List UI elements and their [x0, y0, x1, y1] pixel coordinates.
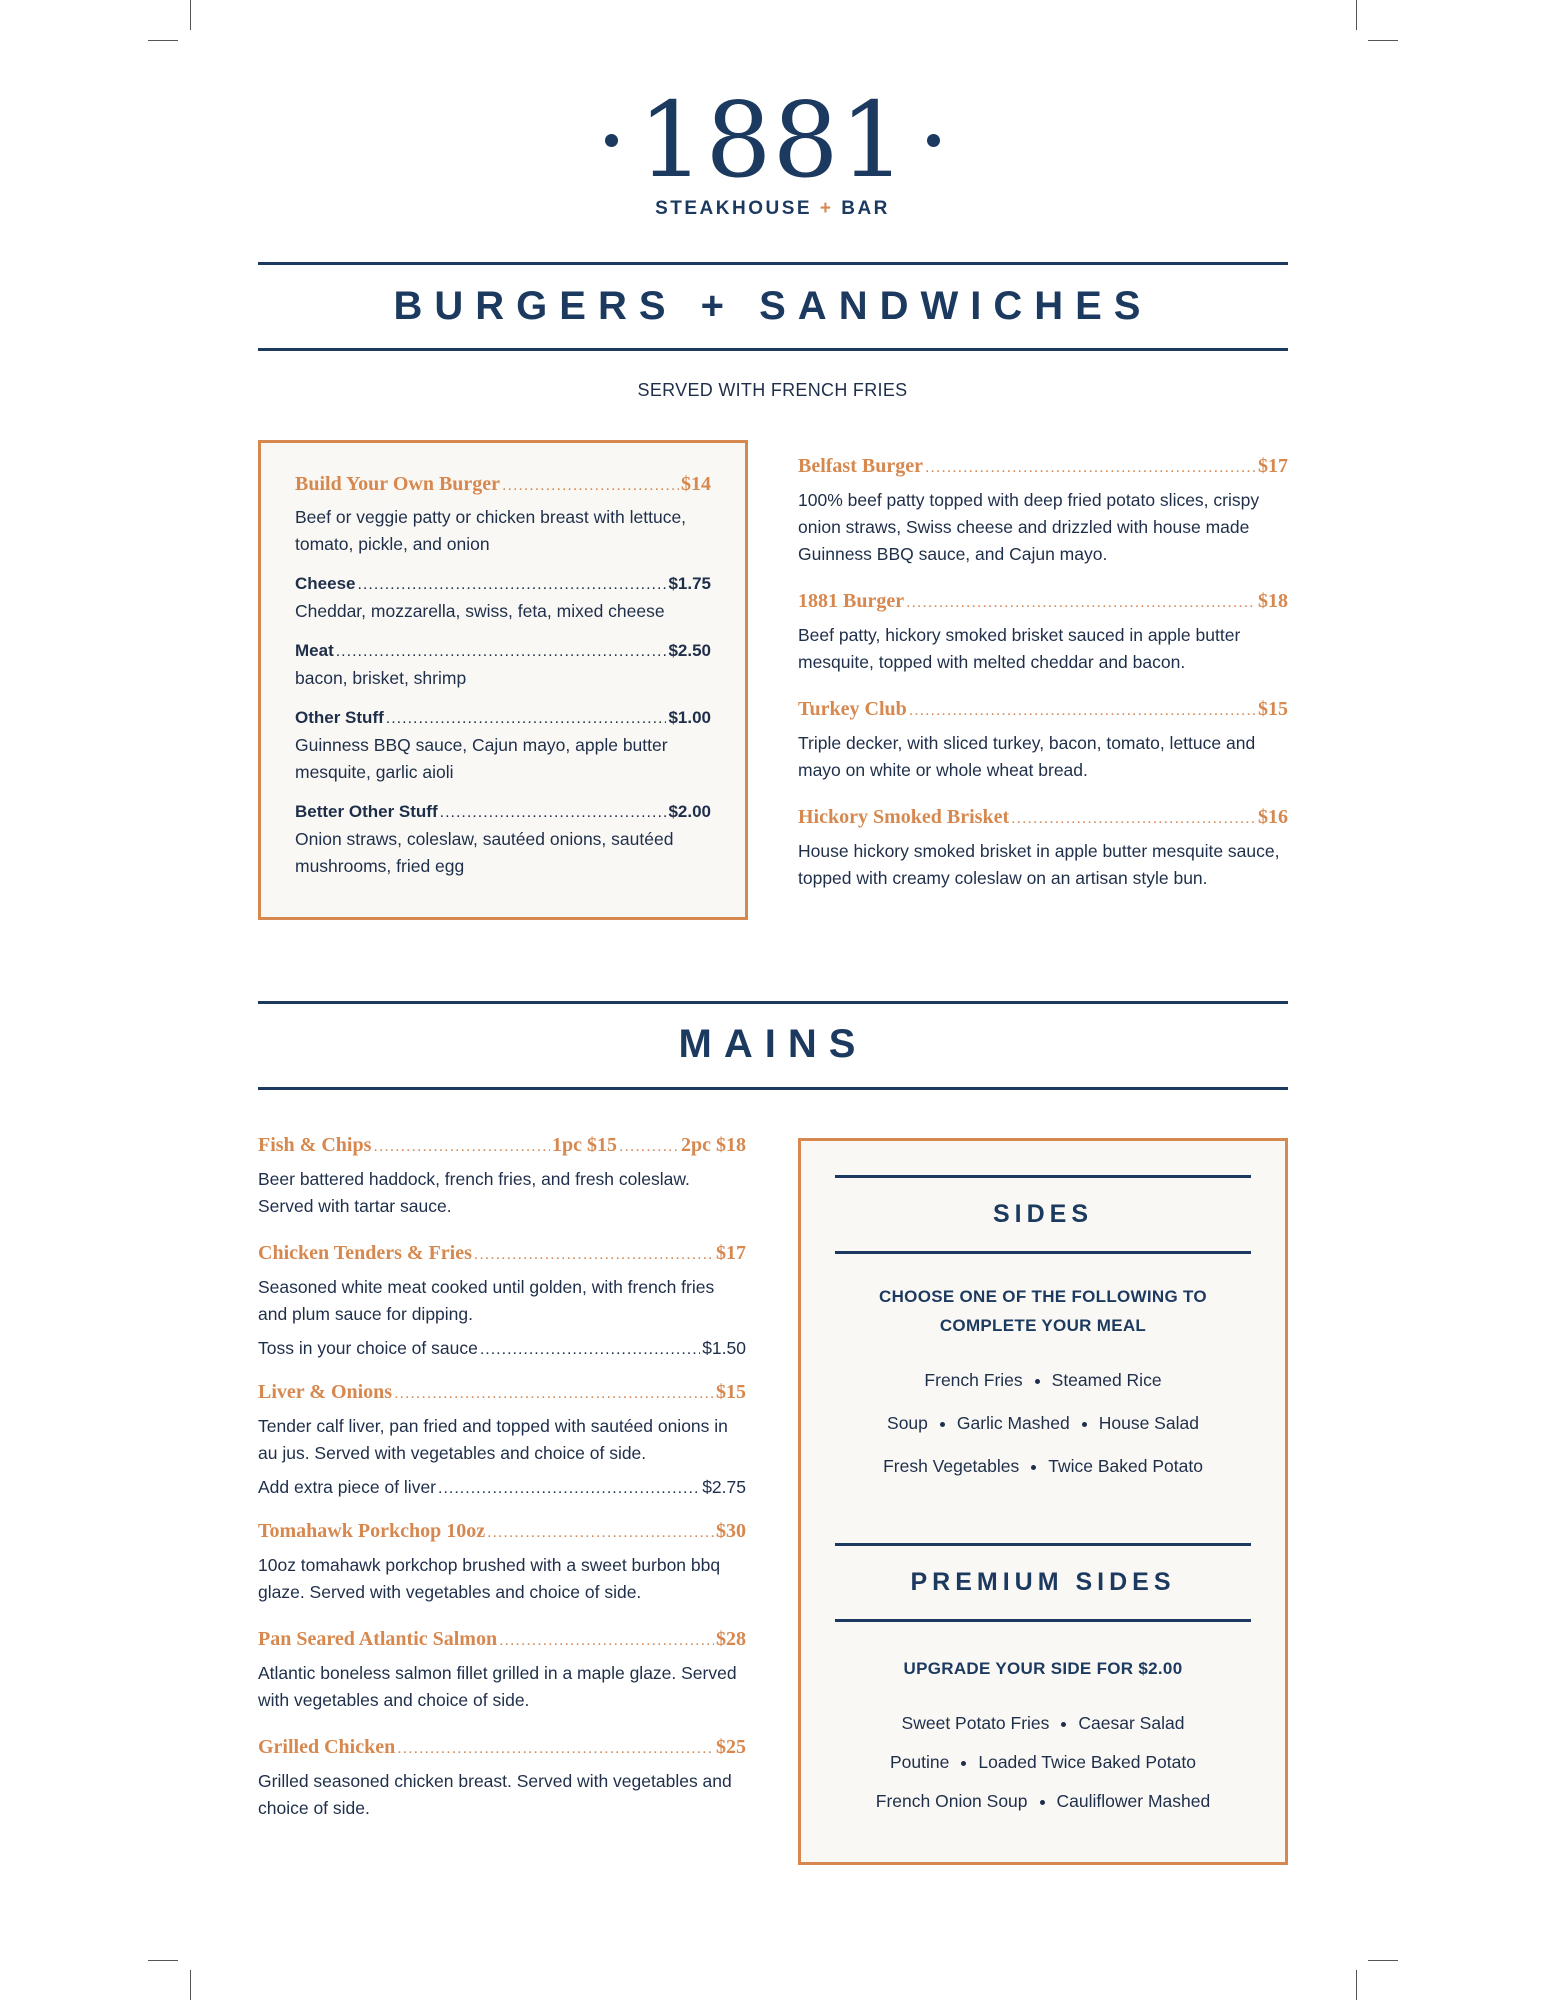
side-option: Fresh Vegetables	[883, 1456, 1020, 1476]
menu-item-description: Tender calf liver, pan fried and topped with sautéed onions in au jus. Served with vegetables and choice of side.	[258, 1416, 728, 1463]
addon-item	[295, 708, 711, 786]
menu-item-name: 1881 Burger	[798, 590, 905, 612]
menu-item	[258, 1134, 746, 1220]
section-rule	[258, 262, 1288, 265]
menu-item-description: Triple decker, with sliced turkey, bacon, tomato, lettuce and mayo on white or whole wheat bread.	[798, 733, 1256, 780]
sides-rule	[835, 1251, 1251, 1254]
crop-mark	[1356, 1970, 1357, 2000]
sides-box	[798, 1138, 1288, 1865]
brand-subtitle-right: BAR	[841, 198, 890, 219]
menu-item-description: Beef or veggie patty or chicken breast with lettuce, tomato, pickle, and onion	[295, 507, 687, 554]
sides-option-row	[835, 1791, 1251, 1812]
menu-item-description: Grilled seasoned chicken breast. Served with vegetables and choice of side.	[258, 1771, 732, 1818]
menu-item	[258, 1381, 746, 1498]
menu-item-price: 2pc $18	[681, 1134, 746, 1156]
leader-dots	[474, 1246, 714, 1264]
leader-dots	[357, 576, 666, 594]
crop-mark	[1368, 40, 1398, 41]
menu-item-header	[295, 473, 711, 496]
addon-price: $1.75	[668, 574, 711, 593]
premium-sides-note: UPGRADE YOUR SIDE FOR $2.00	[903, 1659, 1183, 1678]
sides-note-line: CHOOSE ONE OF THE FOLLOWING TO	[879, 1287, 1207, 1306]
leader-dots	[386, 710, 667, 728]
addon-item	[295, 802, 711, 880]
menu-item	[258, 1242, 746, 1359]
leader-dots	[336, 643, 667, 661]
sides-option-row	[835, 1370, 1251, 1391]
addon-description: Guinness BBQ sauce, Cajun mayo, apple butter mesquite, garlic aioli	[295, 735, 668, 782]
crop-mark	[148, 1960, 178, 1961]
sides-title: SIDES	[992, 1200, 1094, 1228]
brand-subtitle	[0, 198, 1545, 220]
build-your-own-box	[258, 440, 748, 920]
logo-dot-icon	[927, 134, 940, 147]
menu-item-price: $30	[716, 1520, 746, 1542]
brand-logo	[0, 79, 1545, 220]
extra-label: Toss in your choice of sauce	[258, 1338, 478, 1358]
brand-name: 1881	[638, 79, 907, 201]
menu-item-name: Tomahawk Porkchop 10oz	[258, 1520, 486, 1542]
section-rule	[258, 1087, 1288, 1090]
section-rule	[258, 348, 1288, 351]
addon-name: Better Other Stuff	[295, 802, 438, 821]
addon-item	[295, 574, 711, 625]
leader-dots	[487, 1524, 714, 1542]
addon-description: Onion straws, coleslaw, sautéed onions, sautéed mushrooms, fried egg	[295, 829, 674, 876]
menu-item-description: Atlantic boneless salmon fillet grilled in a maple glaze. Served with vegetables and choice of side.	[258, 1663, 737, 1710]
menu-item-description: Beer battered haddock, french fries, and fresh coleslaw. Served with tartar sauce.	[258, 1169, 690, 1216]
side-option: Poutine	[890, 1752, 950, 1772]
menu-item-price: $15	[1258, 698, 1288, 720]
leader-dots	[906, 594, 1256, 612]
burgers-title: BURGERS + SANDWICHES	[393, 284, 1153, 328]
crop-mark	[190, 1970, 191, 2000]
menu-item-name: Chicken Tenders & Fries	[258, 1242, 472, 1264]
crop-mark	[1368, 1960, 1398, 1961]
menu-item-extra	[258, 1338, 746, 1359]
bullet-icon	[1031, 1465, 1036, 1470]
extra-price: $2.75	[702, 1477, 746, 1497]
leader-dots	[1011, 810, 1256, 828]
menu-item-price: $25	[716, 1736, 746, 1758]
menu-item-name: Fish & Chips	[258, 1134, 372, 1156]
menu-item-name: Pan Seared Atlantic Salmon	[258, 1628, 498, 1650]
bullet-icon	[961, 1761, 966, 1766]
crop-mark	[190, 0, 191, 30]
sides-rule	[835, 1543, 1251, 1546]
crop-mark	[1356, 0, 1357, 30]
menu-item	[258, 1520, 746, 1606]
section-rule	[258, 1001, 1288, 1004]
menu-item	[798, 590, 1288, 676]
menu-item-price: $17	[716, 1242, 746, 1264]
menu-item-extra	[258, 1477, 746, 1498]
menu-item-price: $28	[716, 1628, 746, 1650]
addon-description: bacon, brisket, shrimp	[295, 668, 467, 688]
mains-title: MAINS	[678, 1022, 868, 1066]
menu-item-price: $14	[681, 473, 711, 495]
bullet-icon	[940, 1422, 945, 1427]
sides-rule	[835, 1175, 1251, 1178]
sides-rule	[835, 1619, 1251, 1622]
side-option: French Fries	[924, 1370, 1023, 1390]
side-option: Caesar Salad	[1078, 1713, 1185, 1733]
menu-item-description: Beef patty, hickory smoked brisket sauced in apple butter mesquite, topped with melted cheddar and bacon.	[798, 625, 1241, 672]
leader-dots	[619, 1138, 679, 1156]
addon-price: $1.00	[668, 708, 711, 727]
bullet-icon	[1061, 1722, 1066, 1727]
menu-item-name: Turkey Club	[798, 698, 907, 720]
leader-dots	[909, 702, 1256, 720]
side-option: Garlic Mashed	[956, 1413, 1070, 1433]
side-option: Steamed Rice	[1051, 1370, 1162, 1390]
side-option: House Salad	[1098, 1413, 1199, 1433]
menu-item-description: 10oz tomahawk porkchop brushed with a sweet burbon bbq glaze. Served with vegetables and choice of side.	[258, 1555, 721, 1602]
bullet-icon	[1035, 1379, 1040, 1384]
premium-sides-title: PREMIUM SIDES	[910, 1568, 1176, 1596]
sides-option-row	[835, 1456, 1251, 1477]
addon-description: Cheddar, mozzarella, swiss, feta, mixed cheese	[295, 601, 665, 621]
addon-item	[295, 641, 711, 692]
leader-dots	[440, 804, 667, 822]
leader-dots	[499, 1632, 714, 1650]
addon-name: Other Stuff	[295, 708, 384, 727]
side-option: Twice Baked Potato	[1048, 1456, 1203, 1476]
extra-label: Add extra piece of liver	[258, 1477, 437, 1497]
burger-list	[798, 455, 1288, 892]
brand-subtitle-left: STEAKHOUSE	[655, 198, 813, 219]
sides-note	[835, 1282, 1251, 1340]
sides-option-row	[835, 1752, 1251, 1773]
menu-item-price: $15	[716, 1381, 746, 1403]
addon-price: $2.50	[668, 641, 711, 660]
extra-price: $1.50	[702, 1338, 746, 1358]
sides-note-line: COMPLETE YOUR MEAL	[939, 1316, 1147, 1335]
side-option: Soup	[887, 1413, 928, 1433]
menu-item-price: $16	[1258, 806, 1288, 828]
side-option: Loaded Twice Baked Potato	[978, 1752, 1196, 1772]
menu-item-name: Liver & Onions	[258, 1381, 393, 1403]
bullet-icon	[1040, 1800, 1045, 1805]
leader-dots	[373, 1138, 550, 1156]
menu-item-price: $17	[1258, 455, 1288, 477]
side-option: Sweet Potato Fries	[901, 1713, 1050, 1733]
served-note: SERVED WITH FRENCH FRIES	[637, 380, 908, 400]
leader-dots	[925, 459, 1256, 477]
addon-name: Meat	[295, 641, 334, 660]
menu-item-description: House hickory smoked brisket in apple butter mesquite sauce, topped with creamy coleslaw on an artisan style bun.	[798, 841, 1280, 888]
side-option: French Onion Soup	[875, 1791, 1028, 1811]
brand-subtitle-plus: +	[819, 198, 834, 219]
leader-dots	[438, 1480, 700, 1498]
bullet-icon	[1082, 1422, 1087, 1427]
menu-item	[798, 698, 1288, 784]
menu-item-name: Build Your Own Burger	[295, 473, 501, 495]
leader-dots	[480, 1341, 700, 1359]
menu-item	[798, 455, 1288, 568]
menu-item-name: Grilled Chicken	[258, 1736, 396, 1758]
addon-name: Cheese	[295, 574, 356, 593]
menu-item-price: $18	[1258, 590, 1288, 612]
leader-dots	[394, 1385, 714, 1403]
menu-item-price: 1pc $15	[552, 1134, 617, 1156]
menu-item-name: Hickory Smoked Brisket	[798, 806, 1010, 828]
menu-item-description: Seasoned white meat cooked until golden, with french fries and plum sauce for dipping.	[258, 1277, 715, 1324]
menu-item	[258, 1736, 746, 1822]
addon-price: $2.00	[668, 802, 711, 821]
menu-item	[258, 1628, 746, 1714]
menu-item	[798, 806, 1288, 892]
logo-dot-icon	[605, 134, 618, 147]
sides-option-row	[835, 1413, 1251, 1434]
side-option: Cauliflower Mashed	[1056, 1791, 1211, 1811]
sides-option-row	[835, 1713, 1251, 1734]
crop-mark	[148, 40, 178, 41]
leader-dots	[397, 1740, 714, 1758]
menu-item-description: 100% beef patty topped with deep fried potato slices, crispy onion straws, Swiss cheese and drizzled with house made Guinness BBQ sauce, and Cajun mayo.	[798, 490, 1260, 564]
leader-dots	[502, 477, 679, 495]
menu-item-name: Belfast Burger	[798, 455, 923, 477]
mains-list	[258, 1134, 746, 1822]
